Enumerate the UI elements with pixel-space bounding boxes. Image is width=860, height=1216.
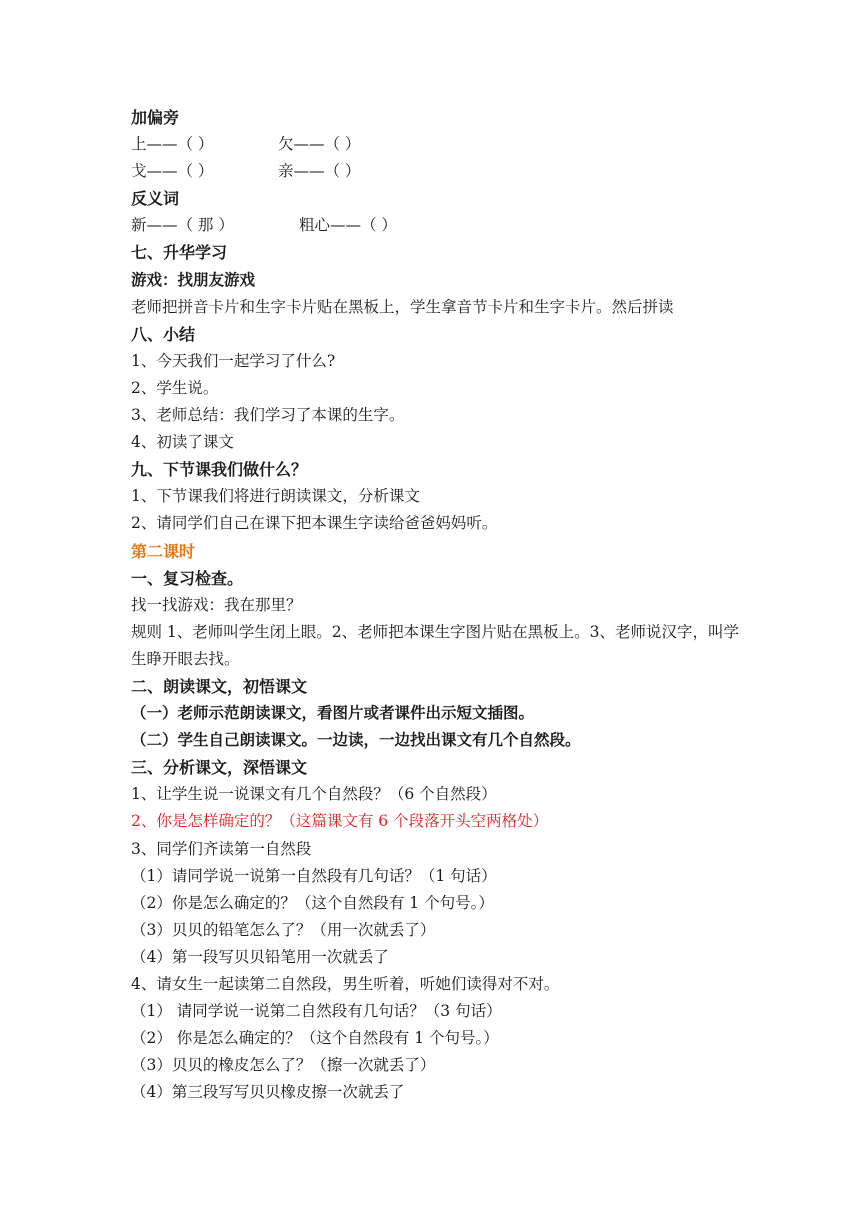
radical-blank-qin: 亲——（ ） [278, 162, 361, 181]
heading-section-9: 九、下节课我们做什么？ [131, 460, 308, 480]
next-class-item-2: 2、请同学们自己在课下把本课生字读给爸爸妈妈听。 [131, 514, 498, 533]
para1-q3: （3）贝贝的铅笔怎么了？（用一次就丢了） [131, 920, 436, 939]
game-title-find-friends: 游戏：找朋友游戏 [131, 270, 256, 289]
radical-blank-qian: 欠——（ ） [278, 135, 361, 154]
para2-q2: （2） 你是怎么确定的？（这个自然段有 1 个句号。） [131, 1029, 499, 1048]
heading-section-8: 八、小结 [131, 324, 196, 344]
read-aloud-step-2: （二）学生自己朗读课文。一边读，一边找出课文有几个自然段。 [131, 731, 581, 750]
radical-blank-shang: 上——（ ） [131, 135, 214, 154]
summary-item-3: 3、老师总结：我们学习了本课的生字。 [131, 406, 405, 425]
analyze-item-2: 2、你是怎样确定的？（这篇课文有 6 个段落开头空两格处） [131, 812, 549, 831]
heading-section-7: 七、升华学习 [131, 243, 228, 263]
para1-q1: （1）请同学说一说第一自然段有几句话？（1 句话） [131, 866, 497, 885]
read-aloud-step-1: （一）老师示范朗读课文，看图片或者课件出示短文插图。 [131, 704, 535, 723]
summary-item-4: 4、初读了课文 [131, 433, 234, 452]
para1-q2: （2）你是怎么确定的？（这个自然段有 1 个句号。） [131, 893, 494, 912]
radical-line-2 [131, 158, 741, 185]
heading-read-aloud: 二、朗读课文，初悟课文 [131, 676, 308, 696]
review-rules: 规则 1、老师叫学生闭上眼。2、老师把本课生字图片贴在黑板上。3、老师说汉字，叫学生睁开眼去找。 [131, 622, 740, 668]
review-game: 找一找游戏：我在那里？ [131, 595, 302, 614]
para2-q3: （3）贝贝的橡皮怎么了？（擦一次就丢了） [131, 1056, 436, 1075]
radical-line-1 [131, 131, 741, 158]
summary-item-1: 1、今天我们一起学习了什么? [131, 351, 336, 370]
para2-q1: （1） 请同学说一说第二自然段有几句话？（3 句话） [131, 1002, 502, 1021]
heading-add-radical: 加偏旁 [131, 108, 180, 127]
heading-review: 一、复习检查。 [131, 568, 244, 588]
antonym-line [131, 212, 741, 239]
antonym-new: 新——（ 那 ） [131, 216, 234, 235]
para1-q4: （4）第一段写贝贝铅笔用一次就丢了 [131, 947, 389, 966]
heading-antonyms: 反义词 [131, 189, 180, 209]
antonym-careless: 粗心——（ ） [299, 216, 397, 235]
game-description: 老师把拼音卡片和生字卡片贴在黑板上，学生拿音节卡片和生字卡片。然后拼读 [131, 297, 674, 316]
analyze-item-3: 3、同学们齐读第一自然段 [131, 839, 312, 858]
para2-q4: （4）第三段写写贝贝橡皮擦一次就丢了 [131, 1083, 405, 1102]
summary-item-2: 2、学生说。 [131, 378, 219, 397]
heading-second-lesson: 第二课时 [131, 541, 196, 561]
heading-analyze: 三、分析课文，深悟课文 [131, 758, 308, 778]
analyze-item-1: 1、让学生说一说课文有几个自然段？（6 个自然段） [131, 785, 497, 804]
next-class-item-1: 1、下节课我们将进行朗读课文，分析课文 [131, 487, 420, 506]
radical-blank-ge: 戈——（ ） [131, 162, 214, 181]
analyze-item-4: 4、请女生一起读第二自然段，男生听着，听她们读得对不对。 [131, 975, 560, 993]
document-body [131, 104, 741, 1106]
